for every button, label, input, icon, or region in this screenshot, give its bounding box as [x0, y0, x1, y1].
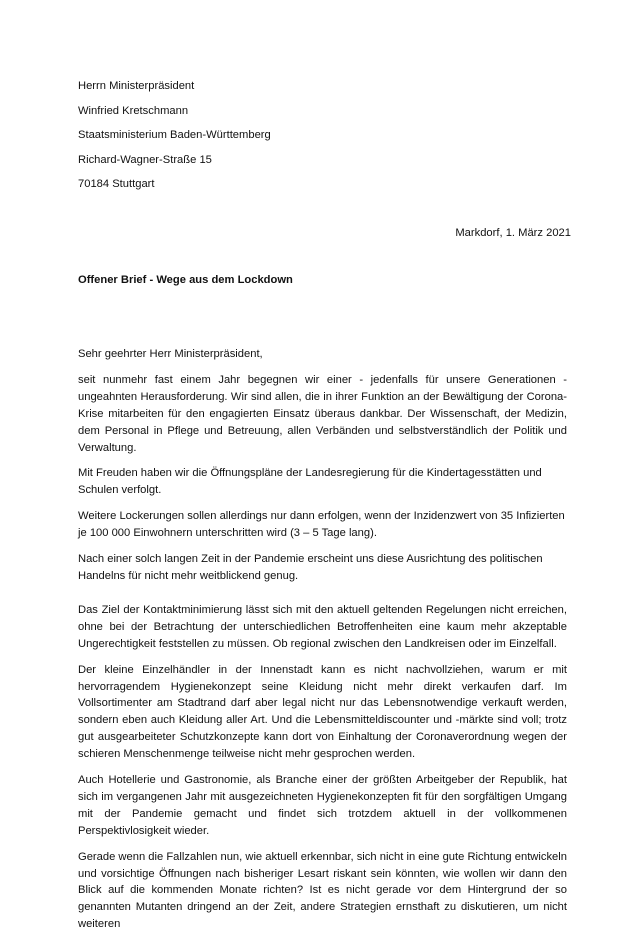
paragraph: Nach einer solch langen Zeit in der Pandemie erscheint uns diese Ausrichtung des politischen Handelns für nicht mehr weitblickend genug.: [78, 553, 543, 582]
recipient-line: 70184 Stuttgart: [78, 178, 155, 190]
letter-body: [78, 346, 567, 942]
salutation: Sehr geehrter Herr Ministerpräsident,: [78, 348, 263, 360]
recipient-line: Herrn Ministerpräsident: [78, 80, 195, 92]
recipient-line: Staatsministerium Baden-Württemberg: [78, 129, 271, 141]
paragraph: Das Ziel der Kontaktminimierung lässt sich mit den aktuell geltenden Regelungen nicht erreichen, ohne bei der Betrachtung der unterschiedlichen Betroffenheiten eine kaum mehr akzeptable Ungerechtigkeit feststellen zu müssen. Ob regional zwischen den Landkreisen oder im Einzelfall.: [78, 603, 567, 650]
paragraph: Der kleine Einzelhändler in der Innenstadt kann es nicht nachvollziehen, warum er mit hervorragendem Hygienekonzept seine Kleidung nicht mehr direkt verkaufen darf. Im Vollsortimenter am Stadtrand darf aber legal nicht nur das Lebensnotwendige verkauft werden, sondern eben auch Kleidung aller Art. Und die Lebensmitteldiscounter und -märkte sind voll; trotz gut ausgearbeiteter Schutzkonzepte kann dort von Einhaltung der Coronaverordnung wegen der schieren Menschenmenge teilweise nicht mehr gesprochen werden.: [78, 663, 567, 761]
recipient-line: Richard-Wagner-Straße 15: [78, 153, 212, 166]
paragraph: seit nunmehr fast einem Jahr begegnen wir einer - jedenfalls für unsere Generationen - ungeahnten Herausforderung. Wir sind allen, die in ihrer Funktion an der Bewältigung der Corona-Krise mitarbeiten für den engagierten Einsatz überaus dankbar. Der Wissenschaft, der Medizin, dem Personal in Pflege und Betreuung, allen Verbänden und selbstverständlich der Politik und Verwaltung.: [78, 373, 567, 454]
paragraph: Gerade wenn die Fallzahlen nun, wie aktuell erkennbar, sich nicht in eine gute Richtung entwickeln und vorsichtige Öffnungen nach bisheriger Lesart riskant sein könnten, wie wollen wir dann den Blick auf die kommenden Monate richten? Ist es nicht gerade vor dem Hintergrund der so genannten Mutanten dringend an der Zeit, andere Strategien ernsthaft zu diskutieren, um nicht weiteren: [78, 850, 567, 931]
paragraph: Weitere Lockerungen sollen allerdings nur dann erfolgen, wenn der Inzidenzwert von 35 Infizierten je 100 000 Einwohnern unterschritten wird (3 – 5 Tage lang).: [78, 510, 565, 540]
letter-subject: Offener Brief - Wege aus dem Lockdown: [78, 274, 293, 286]
recipient-address: [78, 78, 271, 201]
paragraph: Mit Freuden haben wir die Öffnungspläne der Landesregierung für die Kindertagesstätten und Schulen verfolgt.: [78, 467, 542, 497]
recipient-line: Winfried Kretschmann: [78, 104, 189, 117]
paragraph: Auch Hotellerie und Gastronomie, als Branche einer der größten Arbeitgeber der Republik, hat sich im vergangenen Jahr mit ausgezeichneten Hygienekonzepten fit für den sorgfältigen Umgang mit der Pandemie gemacht und findet sich trotzdem aktuell in der vollkommenen Perspektivlosigkeit wieder.: [78, 774, 567, 837]
date-line: Markdorf, 1. März 2021: [455, 227, 571, 239]
